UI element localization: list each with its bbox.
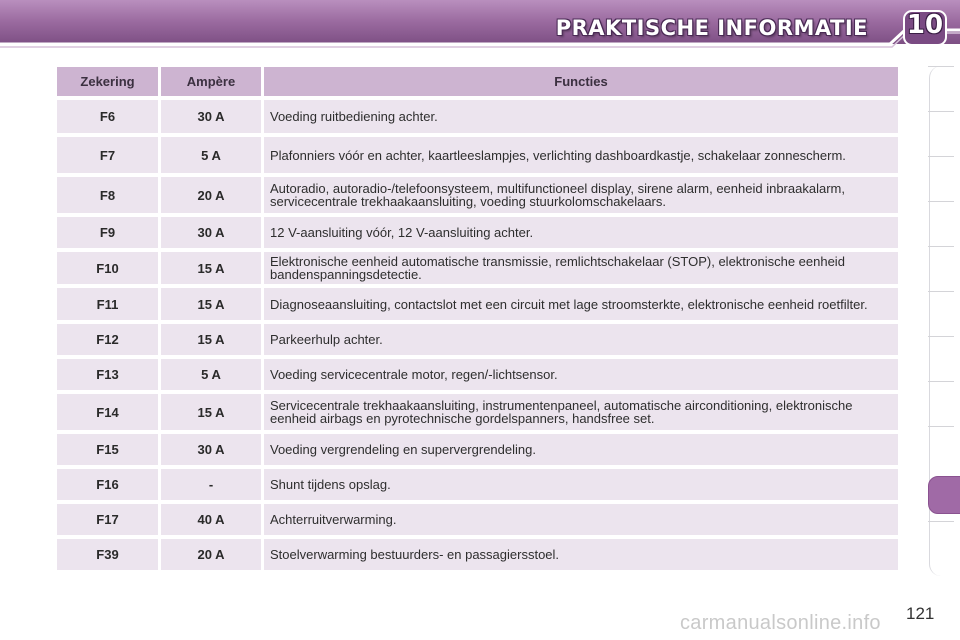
chapter-tab[interactable] — [928, 111, 954, 152]
ampere-cell: 30 A — [161, 217, 261, 248]
table-row — [57, 539, 898, 570]
fuse-cell: F16 — [57, 469, 158, 500]
fuse-cell: F8 — [57, 177, 158, 213]
ampere-cell: 30 A — [161, 100, 261, 133]
table-row — [57, 100, 898, 133]
fuse-cell: F9 — [57, 217, 158, 248]
ampere-cell: - — [161, 469, 261, 500]
function-cell: Voeding ruitbediening achter. — [264, 100, 898, 133]
fuse-table — [54, 63, 901, 574]
ampere-cell: 15 A — [161, 288, 261, 320]
column-header-functions: Functies — [264, 67, 898, 96]
fuse-cell: F13 — [57, 359, 158, 390]
table-row — [57, 394, 898, 430]
ampere-cell: 20 A — [161, 539, 261, 570]
ampere-cell: 40 A — [161, 504, 261, 535]
function-cell: Voeding vergrendeling en supervergrendeling. — [264, 434, 898, 465]
table-row — [57, 359, 898, 390]
chapter-tab[interactable] — [928, 66, 954, 107]
chapter-tab[interactable] — [928, 156, 954, 197]
function-cell: Achterruitverwarming. — [264, 504, 898, 535]
table-row — [57, 504, 898, 535]
chapter-tab[interactable] — [928, 521, 954, 562]
chapter-tab[interactable] — [928, 291, 954, 332]
ampere-cell: 30 A — [161, 434, 261, 465]
function-cell: Shunt tijdens opslag. — [264, 469, 898, 500]
ampere-cell: 20 A — [161, 177, 261, 213]
chapter-tab[interactable] — [928, 426, 954, 467]
table-row — [57, 137, 898, 173]
ampere-cell: 15 A — [161, 252, 261, 284]
ampere-cell: 5 A — [161, 359, 261, 390]
table-row — [57, 324, 898, 355]
function-cell: Diagnoseaansluiting, contactslot met een circuit met lage stroomsterkte, elektronische eenheid roetfilter. — [264, 288, 898, 320]
column-header-ampere: Ampère — [161, 67, 261, 96]
fuse-cell: F15 — [57, 434, 158, 465]
function-cell: Plafonniers vóór en achter, kaartleeslampjes, verlichting dashboardkastje, schakelaar zonnescherm. — [264, 137, 898, 173]
function-cell: Parkeerhulp achter. — [264, 324, 898, 355]
table-row — [57, 469, 898, 500]
fuse-cell: F10 — [57, 252, 158, 284]
fuse-cell: F6 — [57, 100, 158, 133]
fuse-cell: F7 — [57, 137, 158, 173]
fuse-cell: F17 — [57, 504, 158, 535]
chapter-tab[interactable] — [928, 246, 954, 287]
table-header-row — [57, 67, 898, 96]
table-row — [57, 217, 898, 248]
function-cell: Servicecentrale trekhaakaansluiting, instrumentenpaneel, automatische airconditioning, elektronische eenheid airbags en pyrotechnische gordelspanners, handsfree set. — [264, 394, 898, 430]
function-cell: Voeding servicecentrale motor, regen/-lichtsensor. — [264, 359, 898, 390]
chapter-tab[interactable] — [928, 381, 954, 422]
ampere-cell: 15 A — [161, 324, 261, 355]
fuse-cell: F39 — [57, 539, 158, 570]
fuse-cell: F14 — [57, 394, 158, 430]
table-row — [57, 177, 898, 213]
function-cell: Elektronische eenheid automatische transmissie, remlichtschakelaar (STOP), elektronische eenheid bandenspanningsdetectie. — [264, 252, 898, 284]
column-header-fuse: Zekering — [57, 67, 158, 96]
chapter-tab[interactable] — [928, 336, 954, 377]
chapter-tabs — [928, 66, 960, 576]
chapter-tab[interactable] — [928, 201, 954, 242]
fuse-cell: F12 — [57, 324, 158, 355]
ampere-cell: 15 A — [161, 394, 261, 430]
ampere-cell: 5 A — [161, 137, 261, 173]
fuse-cell: F11 — [57, 288, 158, 320]
watermark: carmanualsonline.info — [680, 612, 881, 634]
function-cell: Autoradio, autoradio-/telefoonsysteem, multifunctioneel display, sirene alarm, eenheid inbraakalarm, servicecentrale trekhaakaansluiting, voeding stuurkolomschakelaars. — [264, 177, 898, 213]
page-title: PRAKTISCHE INFORMATIE — [555, 16, 868, 40]
table-row — [57, 252, 898, 284]
function-cell: 12 V-aansluiting vóór, 12 V-aansluiting achter. — [264, 217, 898, 248]
page-number: 121 — [906, 604, 935, 623]
chapter-tab-active[interactable] — [928, 476, 960, 514]
chapter-number: 10 — [906, 10, 944, 40]
function-cell: Stoelverwarming bestuurders- en passagiersstoel. — [264, 539, 898, 570]
table-row — [57, 434, 898, 465]
table-row — [57, 288, 898, 320]
